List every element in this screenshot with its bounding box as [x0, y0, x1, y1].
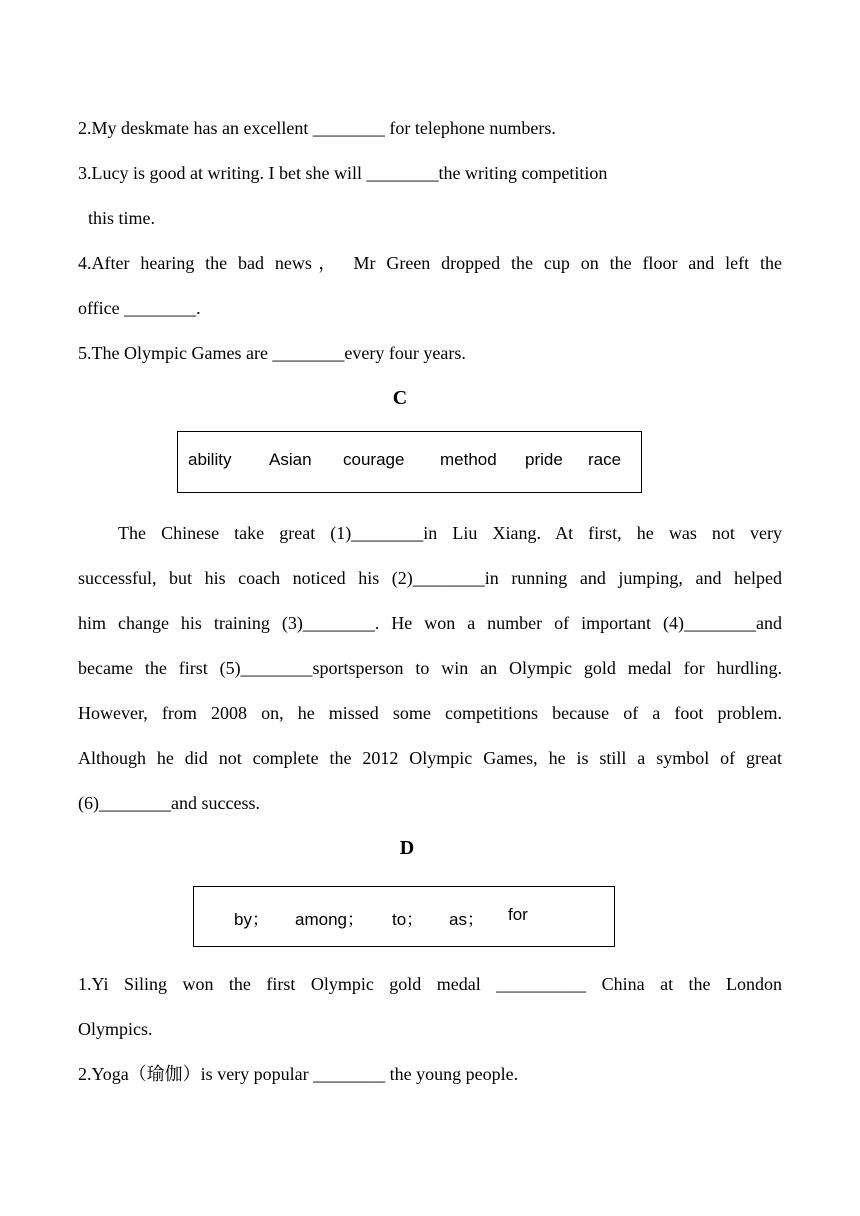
question-b3-line1: 3.Lucy is good at writing. I bet she will ________the writing competition — [78, 163, 608, 183]
passage-c-line: However, from 2008 on, he missed some competitions because of a foot problem. — [78, 703, 782, 723]
word-bank-c-item: pride — [525, 450, 563, 469]
word-bank-d-item: as； — [449, 910, 484, 929]
word-bank-c-item: Asian — [269, 450, 312, 469]
word-bank-d-item: for — [508, 905, 528, 924]
section-c-heading: C — [392, 387, 408, 409]
word-bank-c-item: courage — [343, 450, 405, 469]
question-d1-line2: Olympics. — [78, 1019, 153, 1039]
question-d2: 2.Yoga（瑜伽）is very popular ________ the young people. — [78, 1064, 519, 1084]
word-bank-d — [193, 886, 615, 947]
word-bank-c-item: method — [440, 450, 497, 469]
word-bank-d-item: among； — [295, 910, 364, 929]
passage-c-line: became the first (5)________sportsperson to win an Olympic gold medal for hurdling. — [78, 658, 782, 678]
question-b5: 5.The Olympic Games are ________every four years. — [78, 343, 466, 363]
question-b3-line2: this time. — [88, 208, 155, 228]
section-d-heading: D — [399, 837, 415, 859]
word-bank-c-item: ability — [188, 450, 232, 469]
word-bank-d-item: by； — [234, 910, 269, 929]
word-bank-c-item: race — [588, 450, 622, 469]
question-d1-line1: 1.Yi Siling won the first Olympic gold medal __________ China at the London — [78, 974, 782, 994]
question-b4-line2: office ________. — [78, 298, 201, 318]
word-bank-c — [177, 431, 642, 493]
passage-c-line: him change his training (3)________. He won a number of important (4)________and — [78, 613, 782, 633]
passage-c-line: The Chinese take great (1)________in Liu Xiang. At first, he was not very — [118, 523, 782, 543]
passage-c-line: Although he did not complete the 2012 Olympic Games, he is still a symbol of great — [78, 748, 782, 768]
passage-c-line: (6)________and success. — [78, 793, 260, 813]
passage-c-line: successful, but his coach noticed his (2)________in running and jumping, and helped — [78, 568, 782, 588]
question-b4-line1: 4.After hearing the bad news， Mr Green dropped the cup on the floor and left the — [78, 253, 782, 273]
word-bank-d-item: to； — [392, 910, 424, 929]
question-b2: 2.My deskmate has an excellent ________ for telephone numbers. — [78, 118, 556, 138]
